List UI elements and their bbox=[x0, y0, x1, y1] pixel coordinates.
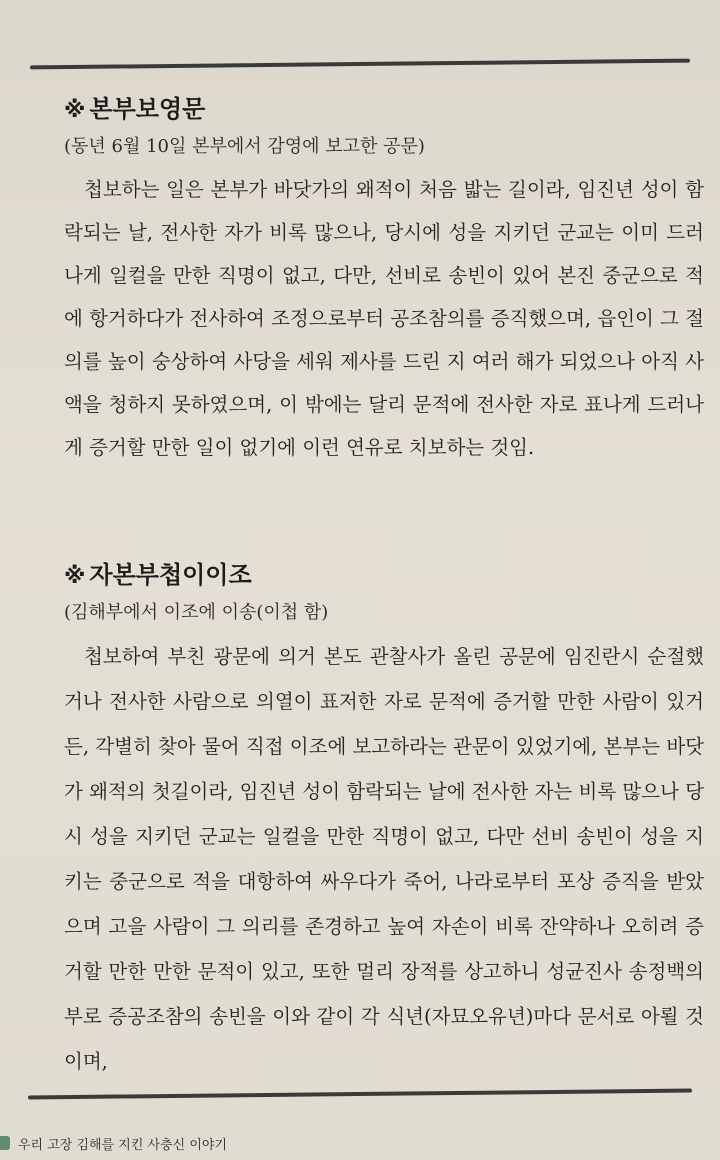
footer-tab-marker bbox=[0, 1136, 10, 1150]
section-body: 첩보하는 일은 본부가 바닷가의 왜적이 처음 밟는 길이라, 임진년 성이 함락되는 날, 전사한 자가 비록 많으나, 당시에 성을 지키던 군교는 이미 드러나게 일컬을 만한 직명이 없고, 다만, 선비로 송빈이 있어 본진 중군으로 적에 항거하다가 전사하여 조정으로부터 공조참의를 증직했으며, 읍인이 그 절의를 높이 숭상하여 사당을 세워 제사를 드린 지 여러 해가 되었으나 아직 사액을 청하지 못하였으며, 이 밖에는 달리 문적에 전사한 자로 표나게 드러나게 증거할 만한 일이 없기에 이런 연유로 치보하는 것임. bbox=[64, 178, 704, 459]
section-bonbu-boyeongmun bbox=[64, 92, 704, 469]
reference-mark-icon: ※ bbox=[64, 564, 86, 589]
footer-book-title: 우리 고장 김해를 지킨 사충신 이야기 bbox=[18, 1138, 228, 1153]
section-heading bbox=[64, 558, 704, 594]
section-jabonbu-cheobiijo bbox=[64, 558, 704, 1084]
reference-mark-icon: ※ bbox=[64, 98, 86, 123]
bottom-rule-line bbox=[28, 1089, 692, 1100]
top-rule-line bbox=[30, 59, 690, 70]
section-subtitle: (동년 6월 10일 본부에서 감영에 보고한 공문) bbox=[64, 136, 425, 157]
section-subtitle: (김해부에서 이조에 이송(이첩 함) bbox=[64, 602, 329, 623]
page-footer bbox=[0, 1132, 720, 1156]
section-heading-text: 본부보영문 bbox=[89, 95, 206, 123]
section-heading bbox=[64, 92, 704, 128]
section-heading-text: 자본부첩이이조 bbox=[89, 561, 252, 589]
section-body: 첩보하여 부친 광문에 의거 본도 관찰사가 올린 공문에 임진란시 순절했거나 전사한 사람으로 의열이 표저한 자로 문적에 증거할 만한 사람이 있거든, 각별히 찾아 물어 직접 이조에 보고하라는 관문이 있었기에, 본부는 바닷가 왜적의 첫길이라, 임진년 성이 함락되는 날에 전사한 자는 비록 많으나 당시 성을 지키던 군교는 일컬을 만한 직명이 없고, 다만 선비 송빈이 성을 지키는 중군으로 적을 대항하여 싸우다가 죽어, 나라로부터 포상 증직을 받았으며 고을 사람이 그 의리를 존경하고 높여 자손이 비록 잔약하나 오히려 증거할 만한 만한 문적이 있고, 또한 멀리 장적를 상고하니 성균진사 송정백의 부로 증공조참의 송빈을 이와 같이 각 식년(자묘오유년)마다 문서로 아뢸 것이며, bbox=[64, 645, 704, 1073]
